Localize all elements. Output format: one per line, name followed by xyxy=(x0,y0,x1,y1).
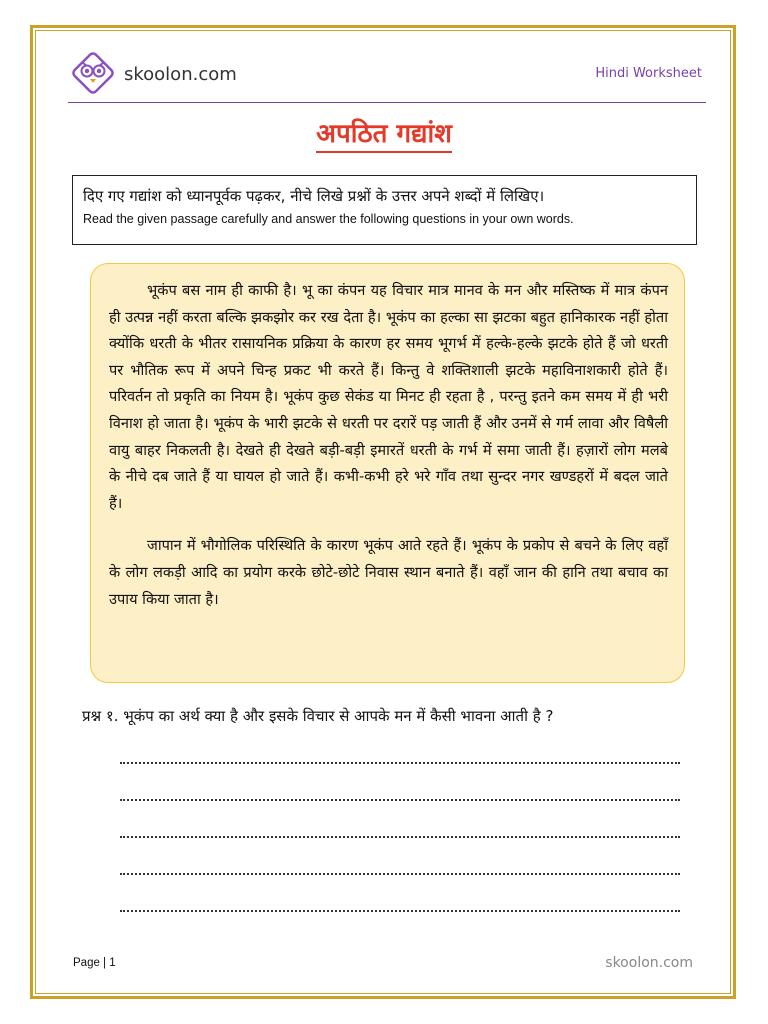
answer-line[interactable] xyxy=(120,865,680,875)
footer-site: skoolon.com xyxy=(605,955,693,971)
instructions-hindi: दिए गए गद्यांश को ध्यानपूर्वक पढ़कर, नीचे लिखे प्रश्नों के उत्तर अपने शब्दों में लिखिए। xyxy=(83,187,545,205)
instructions-box xyxy=(72,175,697,245)
answer-line[interactable] xyxy=(120,791,680,801)
page-header xyxy=(68,48,706,103)
worksheet-type-label: Hindi Worksheet xyxy=(595,66,702,81)
passage-paragraph-1: भूकंप बस नाम ही काफी है। भू का कंपन यह विचार मात्र मानव के मन और मस्तिष्क में मात्र कंपन ही उत्पन्न नहीं करता बल्कि झकझोर कर रख देता है। भूकंप का हल्का सा झटका बहुत हानिकारक नहीं होता क्योंकि धरती के भीतर रासायनिक प्रक्रिया के कारण हर समय भूगर्भ में हल्के-हल्के झटके होते हैं जो धरती पर भौतिक रूप में अपने चिन्ह प्रकट भी करते हैं। किन्तु वे शक्तिशाली झटके महाविनाशकारी होते हैं। परिवर्तन तो प्रकृति का नियम है। भूकंप कुछ सेकंड या मिनट ही रहता है , परन्तु इतने कम समय में ही भरी विनाश हो जाता है। भूकंप के भारी झटके से धरती पर दरारें पड़ जाती हैं और उनमें से गर्म लावा और विषैली वायु बाहर निकलती है। देखते ही देखते बड़ी-बड़ी इमारतें धरती के गर्भ में समा जाती हैं। हज़ारों लोग मलबे के नीचे दब जाते हैं या घायल हो जाते हैं। कभी-कभी हरे भरे गाँव तथा सुन्दर नगर खण्डहरों में बदल जाते हैं। xyxy=(109,282,668,512)
logo-text: skoolon.com xyxy=(124,64,237,85)
question-1: प्रश्न १. भूकंप का अर्थ क्या है और इसके विचार से आपके मन में कैसी भावना आती है ? xyxy=(82,707,554,725)
page-number: Page | 1 xyxy=(73,957,116,969)
page-title xyxy=(0,114,768,150)
passage-box xyxy=(90,263,685,683)
instructions-english: Read the given passage carefully and answer the following questions in your own words. xyxy=(83,212,574,226)
answer-line[interactable] xyxy=(120,828,680,838)
answer-line[interactable] xyxy=(120,902,680,912)
header-divider xyxy=(68,102,706,103)
passage-paragraph-2: जापान में भौगोलिक परिस्थिति के कारण भूकंप आते रहते हैं। भूकंप के प्रकोप से बचने के लिए वहाँ के लोग लकड़ी आदि का प्रयोग करके छोटे-छोटे निवास स्थान बनाते हैं। वहाँ जान की हानि तथा बचाव का उपाय किया जाता है। xyxy=(109,537,668,608)
page-title-text: अपठित गद्यांश xyxy=(316,119,452,153)
owl-logo-icon xyxy=(68,48,118,98)
answer-line[interactable] xyxy=(120,754,680,764)
